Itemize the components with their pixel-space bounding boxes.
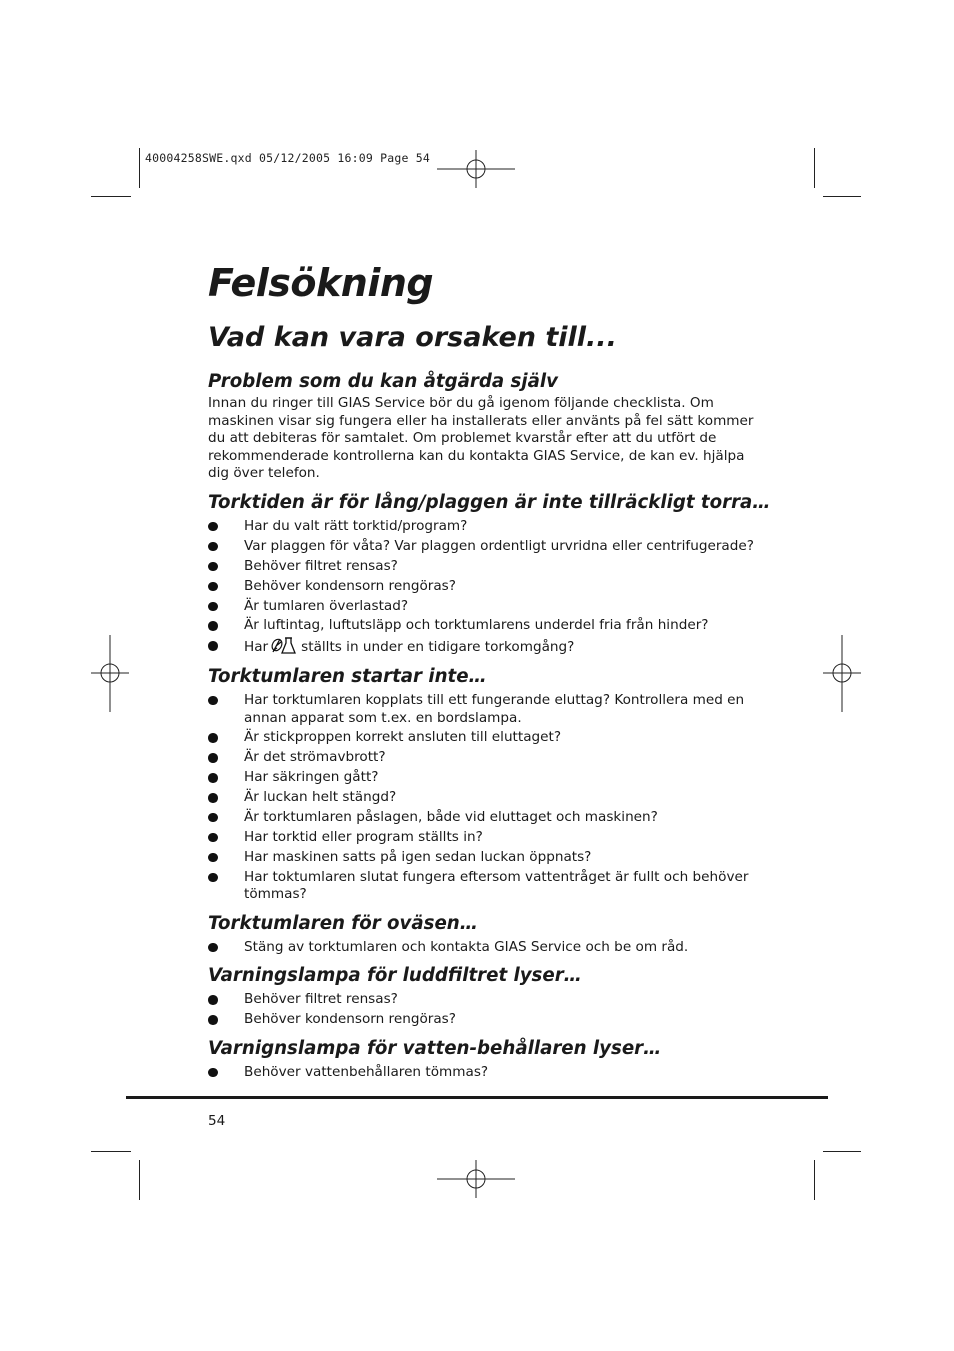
list-item-text-after-icon: ställts in under en tidigare torkomgång? (301, 639, 575, 656)
crop-mark-bottom-left-h (91, 1151, 131, 1152)
list-item (208, 829, 768, 847)
list-item (208, 637, 768, 657)
list-item (208, 518, 768, 536)
list-item-text: Är luftintag, luftutsläpp och torktumlarens underdel fria från hinder? (244, 617, 709, 634)
bullet-icon (208, 1068, 218, 1078)
list-item (208, 617, 768, 635)
bullet-icon (208, 562, 218, 572)
bullet-icon (208, 621, 218, 631)
list-item (208, 991, 768, 1009)
bullet-icon (208, 542, 218, 552)
list-item-text: Har maskinen satts på igen sedan luckan öppnats? (244, 848, 592, 865)
list-item (208, 538, 768, 556)
list-item-text: Har säkringen gått? (244, 769, 379, 786)
list-item-text: Är det strömavbrott? (244, 749, 386, 766)
list-item (208, 578, 768, 596)
section-noise (208, 912, 768, 957)
page-content (208, 258, 771, 1084)
list-item (208, 869, 768, 904)
list-item-text: Har torktumlaren kopplats till ett fungerande eluttag? Kontrollera med en annan apparat som t.ex. en bordslampa. (244, 691, 745, 726)
bullet-icon (208, 696, 218, 706)
checklist (208, 939, 768, 957)
list-item-text: Har torktid eller program ställts in? (244, 828, 483, 845)
page-subtitle: Vad kan vara orsaken till... (208, 322, 617, 353)
list-item (208, 1064, 768, 1082)
checklist (208, 692, 768, 904)
list-item (208, 809, 768, 827)
section-heading: Varningslampa för luddfiltret lyser… (208, 965, 582, 987)
drying-level-icon (271, 637, 297, 654)
list-item-text: Behöver vattenbehållaren tömmas? (244, 1063, 489, 1080)
list-item-text: Behöver kondensorn rengöras? (244, 1011, 456, 1028)
checklist (208, 518, 768, 657)
footer-rule (126, 1096, 828, 1099)
list-item (208, 1011, 768, 1029)
list-item (208, 749, 768, 767)
list-item-text: Behöver filtret rensas? (244, 991, 398, 1008)
bullet-icon (208, 641, 218, 651)
section-heading: Varnignslampa för vatten-behållaren lyser… (208, 1037, 662, 1059)
bullet-icon (208, 753, 218, 763)
print-slug-line: 40004258SWE.qxd 05/12/2005 16:09 Page 54 (145, 151, 430, 165)
bullet-icon (208, 522, 218, 532)
bullet-icon (208, 995, 218, 1005)
page-number: 54 (208, 1113, 226, 1129)
bullet-icon (208, 773, 218, 783)
section-heading: Torktumlaren för oväsen… (208, 912, 478, 934)
list-item (208, 769, 768, 787)
page-title: Felsökning (208, 261, 434, 305)
bullet-icon (208, 833, 218, 843)
intro-heading: Problem som du kan åtgärda själv (208, 371, 558, 392)
section-heading: Torktumlaren startar inte… (208, 665, 487, 687)
bullet-icon (208, 602, 218, 612)
crop-mark-bottom-right-v (814, 1160, 815, 1200)
crop-mark-top-left-v (139, 148, 140, 188)
bullet-icon (208, 853, 218, 863)
section-not-starting (208, 665, 768, 904)
registration-mark-left-icon (91, 635, 131, 713)
bullet-icon (208, 1015, 218, 1025)
list-item-text: Är torktumlaren påslagen, både vid eluttaget och maskinen? (244, 808, 658, 825)
list-item-text: Stäng av torktumlaren och kontakta GIAS Service och be om råd. (244, 938, 689, 955)
list-item (208, 849, 768, 867)
crop-mark-top-right-h (823, 196, 861, 197)
crop-mark-bottom-right-h (823, 1151, 861, 1152)
bullet-icon (208, 582, 218, 592)
registration-mark-top-icon (437, 150, 517, 190)
registration-mark-right-icon (823, 635, 863, 713)
bullet-icon (208, 793, 218, 803)
list-item-text: Behöver filtret rensas? (244, 557, 398, 574)
list-item (208, 598, 768, 616)
list-item (208, 789, 768, 807)
bullet-icon (208, 943, 218, 953)
bullet-icon (208, 813, 218, 823)
checklist (208, 991, 768, 1028)
list-item (208, 939, 768, 957)
bullet-icon (208, 733, 218, 743)
section-water-container-warning (208, 1037, 768, 1082)
list-item-text: Var plaggen för våta? Var plaggen ordentligt urvridna eller centrifugerade? (244, 537, 754, 554)
section-heading: Torktiden är för lång/plaggen är inte tillräckligt torra… (208, 491, 771, 513)
bullet-icon (208, 873, 218, 883)
crop-mark-top-left-h (91, 196, 131, 197)
list-item-text: Är stickproppen korrekt ansluten till eluttaget? (244, 729, 562, 746)
section-drying-time (208, 491, 771, 657)
list-item (208, 558, 768, 576)
list-item-text: Är luckan helt stängd? (244, 789, 397, 806)
list-item-text: Behöver kondensorn rengöras? (244, 577, 456, 594)
section-lint-filter-warning (208, 964, 768, 1028)
crop-mark-top-right-v (814, 148, 815, 188)
list-item (208, 692, 768, 727)
intro-text: Innan du ringer till GIAS Service bör du gå igenom följande checklista. Om maskinen visar sig fungera eller ha installerats eller använts på fel sätt kommer du att debiteras för samtalet. Om problemet kvarstår efter att du utfört de rekommenderade kontrollerna kan du kontakta GIAS Service, de kan ev. hjälpa dig över telefon. (208, 395, 754, 482)
list-item-text: Är tumlaren överlastad? (244, 597, 409, 614)
list-item-text: Har du valt rätt torktid/program? (244, 517, 468, 534)
list-item (208, 729, 768, 747)
intro-section (208, 370, 768, 483)
registration-mark-bottom-icon (437, 1160, 517, 1200)
list-item-text-before-icon: Har (244, 639, 269, 656)
crop-mark-bottom-left-v (139, 1160, 140, 1200)
list-item-text: Har toktumlaren slutat fungera eftersom vattentråget är fullt och behöver tömmas? (244, 868, 749, 903)
checklist (208, 1064, 768, 1082)
